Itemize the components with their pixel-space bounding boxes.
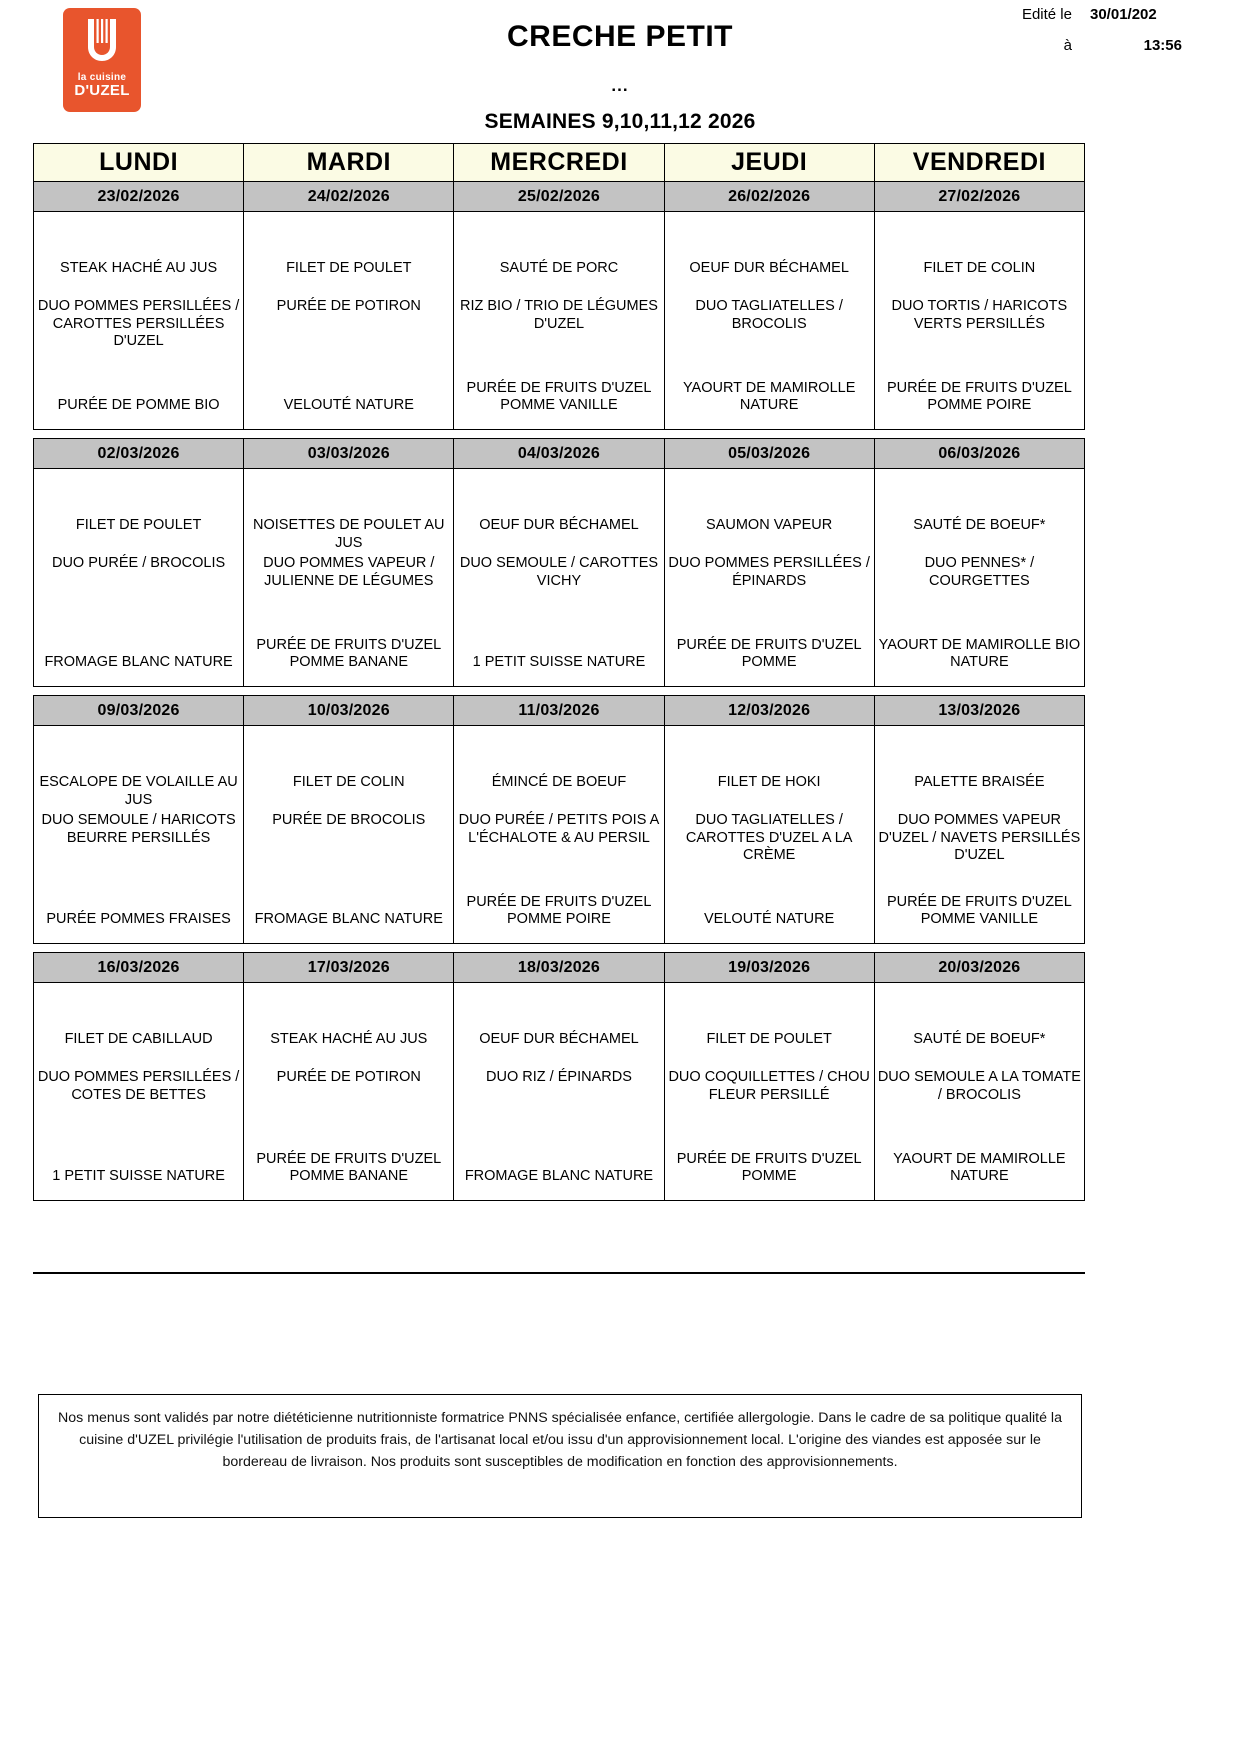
meal-side: DUO SEMOULE A LA TOMATE / BROCOLIS	[877, 1069, 1081, 1103]
meal-cell	[454, 212, 664, 430]
meal-dessert: FROMAGE BLANC NATURE	[254, 911, 443, 928]
meal-cell	[454, 469, 664, 687]
meal-cell	[874, 726, 1084, 944]
meal-dessert: PURÉE DE FRUITS D'UZEL POMME VANILLE	[466, 379, 652, 414]
date-cell: 06/03/2026	[874, 439, 1084, 469]
page-header	[0, 0, 1240, 140]
meal-dessert: FROMAGE BLANC NATURE	[464, 1168, 654, 1185]
week-date-row	[34, 953, 1085, 983]
date-cell: 10/03/2026	[244, 696, 454, 726]
day-header-mardi: MARDI	[244, 144, 454, 182]
meal-side: DUO TAGLIATELLES / CAROTTES D'UZEL A LA CRÈME	[685, 812, 853, 864]
meal-cell	[34, 726, 244, 944]
meal-dessert: PURÉE DE FRUITS D'UZEL POMME	[676, 1150, 862, 1185]
date-cell: 25/02/2026	[454, 182, 664, 212]
date-cell: 16/03/2026	[34, 953, 244, 983]
menu-table	[33, 143, 1085, 1201]
meal-side: DUO PURÉE / PETITS POIS A L'ÉCHALOTE & AU PERSIL	[458, 812, 660, 846]
week-meal-row	[34, 983, 1085, 1201]
day-header-mercredi: MERCREDI	[454, 144, 664, 182]
meal-side: DUO POMMES PERSILLÉES / CAROTTES PERSILLÉES D'UZEL	[37, 298, 240, 350]
footer-disclaimer-text: Nos menus sont validés par notre diététicienne nutritionniste formatrice PNNS spécialisée enfance, certifiée allergologie. Dans le cadre de sa politique qualité la cuisine d'UZEL privilégie l'utilisation de produits frais, de l'artisanat local et/ou issu d'un approvisionnement local. L'origine des viandes est apposée sur le bordereau de livraison. Nos produits sont susceptibles de modification en fonction des approvisionnements.	[58, 1410, 1062, 1470]
edition-time-value: 13:56	[1143, 37, 1182, 54]
meal-side: RIZ BIO / TRIO DE LÉGUMES D'UZEL	[460, 298, 658, 332]
meal-main: OEUF DUR BÉCHAMEL	[689, 260, 849, 276]
date-cell: 27/02/2026	[874, 182, 1084, 212]
meal-main: FILET DE COLIN	[923, 260, 1036, 276]
meal-side: DUO POMMES VAPEUR / JULIENNE DE LÉGUMES	[263, 555, 435, 589]
week-meal-row	[34, 469, 1085, 687]
edition-date-label: Edité le	[1021, 6, 1072, 23]
date-cell: 12/03/2026	[664, 696, 874, 726]
day-header-jeudi: JEUDI	[664, 144, 874, 182]
meal-cell	[664, 212, 874, 430]
meal-main: FILET DE POULET	[75, 517, 202, 533]
footer-disclaimer-box	[38, 1394, 1082, 1518]
meal-main: PALETTE BRAISÉE	[914, 774, 1045, 790]
date-cell: 17/03/2026	[244, 953, 454, 983]
week-separator	[34, 687, 1085, 696]
week-date-row	[34, 696, 1085, 726]
meal-main: OEUF DUR BÉCHAMEL	[479, 1031, 639, 1047]
week-date-row	[34, 182, 1085, 212]
logo-tagline: la cuisine	[77, 72, 127, 83]
meal-side: DUO POMMES PERSILLÉES / COTES DE BETTES	[37, 1069, 240, 1103]
date-cell: 03/03/2026	[244, 439, 454, 469]
meal-dessert: PURÉE DE FRUITS D'UZEL POMME BANANE	[256, 636, 442, 671]
week-meal-row	[34, 726, 1085, 944]
footer-divider	[33, 1272, 1085, 1274]
meal-cell	[664, 726, 874, 944]
day-header-vendredi: VENDREDI	[874, 144, 1084, 182]
meal-main: FILET DE HOKI	[717, 774, 821, 790]
page-subtitle: ...	[611, 76, 629, 95]
day-name-header-row	[34, 144, 1085, 182]
meal-side: PURÉE DE POTIRON	[276, 1069, 421, 1085]
meal-main: FILET DE POULET	[706, 1031, 832, 1047]
week-separator	[34, 430, 1085, 439]
date-cell: 24/02/2026	[244, 182, 454, 212]
meal-dessert: PURÉE DE FRUITS D'UZEL POMME POIRE	[886, 379, 1072, 414]
date-cell: 23/02/2026	[34, 182, 244, 212]
meal-side: DUO POMMES VAPEUR D'UZEL / NAVETS PERSILLÉS D'UZEL	[878, 812, 1081, 864]
meal-dessert: 1 PETIT SUISSE NATURE	[472, 654, 646, 671]
meal-cell	[664, 469, 874, 687]
date-cell: 18/03/2026	[454, 953, 664, 983]
meal-main: NOISETTES DE POULET AU JUS	[253, 517, 445, 551]
meal-cell	[244, 983, 454, 1201]
week-separator	[34, 944, 1085, 953]
meal-cell	[244, 726, 454, 944]
edition-time-row	[932, 37, 1182, 54]
date-cell: 04/03/2026	[454, 439, 664, 469]
weeks-range-label: SEMAINES 9,10,11,12 2026	[484, 110, 756, 133]
week-date-row	[34, 439, 1085, 469]
meal-side: DUO RIZ / ÉPINARDS	[486, 1069, 632, 1085]
date-cell: 05/03/2026	[664, 439, 874, 469]
date-cell: 11/03/2026	[454, 696, 664, 726]
meal-side: DUO COQUILLETTES / CHOU FLEUR PERSILLÉ	[668, 1069, 870, 1103]
edition-time-label: à	[1063, 37, 1072, 54]
meal-main: SAUTÉ DE BOEUF*	[913, 517, 1046, 533]
logo-brand: D'UZEL	[74, 82, 130, 99]
meal-side: DUO TORTIS / HARICOTS VERTS PERSILLÉS	[891, 298, 1068, 332]
meal-main: FILET DE CABILLAUD	[64, 1031, 213, 1047]
meal-dessert: 1 PETIT SUISSE NATURE	[52, 1168, 225, 1185]
meal-main: STEAK HACHÉ AU JUS	[60, 260, 218, 276]
meal-main: FILET DE COLIN	[292, 774, 405, 790]
meal-cell	[244, 469, 454, 687]
meal-dessert: FROMAGE BLANC NATURE	[44, 654, 233, 671]
meal-cell	[874, 212, 1084, 430]
page-title: CRECHE PETIT	[506, 20, 734, 53]
edition-date-row	[932, 6, 1182, 23]
day-header-lundi: LUNDI	[34, 144, 244, 182]
meal-dessert: VELOUTÉ NATURE	[704, 911, 835, 928]
date-cell: 02/03/2026	[34, 439, 244, 469]
meal-cell	[664, 983, 874, 1201]
meal-main: ÉMINCÉ DE BOEUF	[491, 774, 627, 790]
meal-side: DUO PURÉE / BROCOLIS	[51, 555, 226, 571]
date-cell: 26/02/2026	[664, 182, 874, 212]
meal-dessert: PURÉE POMMES FRAISES	[46, 911, 231, 928]
meal-side: PURÉE DE BROCOLIS	[272, 812, 426, 828]
meal-main: OEUF DUR BÉCHAMEL	[479, 517, 639, 533]
meal-cell	[454, 983, 664, 1201]
meal-main: SAUMON VAPEUR	[706, 517, 833, 533]
meal-side: DUO PENNES* / COURGETTES	[924, 555, 1035, 589]
meal-main: SAUTÉ DE PORC	[499, 260, 619, 276]
meal-dessert: PURÉE DE FRUITS D'UZEL POMME	[676, 636, 862, 671]
meal-dessert: YAOURT DE MAMIROLLE NATURE	[682, 379, 856, 414]
meal-cell	[34, 212, 244, 430]
meal-cell	[454, 726, 664, 944]
meal-side: DUO POMMES PERSILLÉES / ÉPINARDS	[668, 555, 870, 589]
meal-cell	[874, 983, 1084, 1201]
date-cell: 19/03/2026	[664, 953, 874, 983]
meal-cell	[874, 469, 1084, 687]
meal-dessert: PURÉE DE POMME BIO	[57, 397, 220, 414]
meal-main: STEAK HACHÉ AU JUS	[270, 1031, 428, 1047]
meal-main: SAUTÉ DE BOEUF*	[913, 1031, 1046, 1047]
meal-side: DUO TAGLIATELLES / BROCOLIS	[695, 298, 843, 332]
meal-side: DUO SEMOULE / HARICOTS BEURRE PERSILLÉS	[41, 812, 236, 846]
meal-dessert: PURÉE DE FRUITS D'UZEL POMME BANANE	[256, 1150, 442, 1185]
date-cell: 09/03/2026	[34, 696, 244, 726]
edition-info	[932, 6, 1182, 68]
menu-table-body	[34, 182, 1085, 1201]
meal-side: PURÉE DE POTIRON	[276, 298, 421, 314]
meal-side: DUO SEMOULE / CAROTTES VICHY	[459, 555, 659, 589]
meal-cell	[244, 212, 454, 430]
date-cell: 13/03/2026	[874, 696, 1084, 726]
meal-main: FILET DE POULET	[286, 260, 412, 276]
meal-dessert: PURÉE DE FRUITS D'UZEL POMME POIRE	[466, 893, 652, 928]
week-meal-row	[34, 212, 1085, 430]
meal-dessert: YAOURT DE MAMIROLLE BIO NATURE	[878, 636, 1081, 671]
meal-dessert: PURÉE DE FRUITS D'UZEL POMME VANILLE	[886, 893, 1072, 928]
meal-cell	[34, 983, 244, 1201]
meal-dessert: YAOURT DE MAMIROLLE NATURE	[893, 1150, 1066, 1185]
date-cell: 20/03/2026	[874, 953, 1084, 983]
edition-date-value: 30/01/202	[1090, 6, 1157, 23]
meal-main: ESCALOPE DE VOLAILLE AU JUS	[39, 774, 238, 808]
meal-dessert: VELOUTÉ NATURE	[283, 397, 414, 414]
meal-cell	[34, 469, 244, 687]
